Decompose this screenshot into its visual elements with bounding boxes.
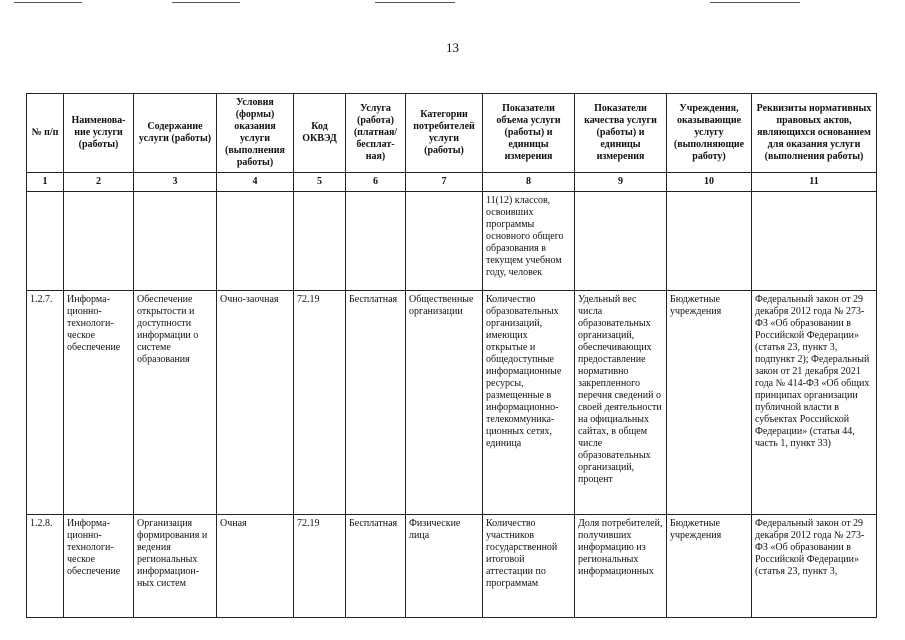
table-cell: Общественные организации <box>406 291 483 515</box>
header-cell: Показатели качества услуги (работы) и единицы измерения <box>575 94 667 173</box>
header-row <box>27 94 877 173</box>
page-number: 13 <box>446 40 459 55</box>
column-number-row <box>27 173 877 192</box>
column-number: 8 <box>483 173 575 192</box>
header-cell: Наименова-ние услуги (работы) <box>64 94 134 173</box>
table-cell: Информа-ционно-технологи-ческое обеспечение <box>64 515 134 618</box>
header-cell: Условия (формы) оказания услуги (выполнения работы) <box>217 94 294 173</box>
top-edge-lines <box>0 2 905 3</box>
column-number: 6 <box>346 173 406 192</box>
table-cell: Бесплатная <box>346 291 406 515</box>
table-cell: Информа-ционно-технологи-ческое обеспечение <box>64 291 134 515</box>
table-cell: 72.19 <box>294 515 346 618</box>
column-number: 9 <box>575 173 667 192</box>
column-number: 4 <box>217 173 294 192</box>
table-cell: Федеральный закон от 29 декабря 2012 года № 273-ФЗ «Об образовании в Российской Федерации» (статья 23, пункт 3, подпункт 2); Федеральный закон от 21 декабря 2021 года № 414-ФЗ «Об общих принципах организации публичной власти в субъектах Российской Федерации» (статья 44, часть 1, пункт 33) <box>752 291 877 515</box>
header-cell: № п/п <box>27 94 64 173</box>
table-cell: 1.2.7. <box>27 291 64 515</box>
column-number: 2 <box>64 173 134 192</box>
header-cell: Реквизиты нормативных правовых актов, являющихся основанием для оказания услуги (выполнения работы) <box>752 94 877 173</box>
table-cell: Удельный вес числа образовательных организаций, обеспечивающих предоставление нормативно закрепленного перечня сведений о своей деятельности на официальных сайтах, в общем числе образовательных организаций, процент <box>575 291 667 515</box>
table-row <box>27 515 877 618</box>
table-cell: Количество участников государственной итоговой аттестации по программам <box>483 515 575 618</box>
table-cell: Бюджетные учреждения <box>667 515 752 618</box>
header-cell: Категории потребителей услуги (работы) <box>406 94 483 173</box>
table-cell <box>752 192 877 291</box>
column-number: 5 <box>294 173 346 192</box>
table-cell: Бесплатная <box>346 515 406 618</box>
table-row <box>27 291 877 515</box>
table-cell: 1.2.8. <box>27 515 64 618</box>
table-cell <box>667 192 752 291</box>
table-cell: Количество образовательных организаций, имеющих открытые и общедоступные информационные ресурсы, размещенные в информационно-телекоммуника-ционных сетях, единица <box>483 291 575 515</box>
column-number: 3 <box>134 173 217 192</box>
header-cell: Содержание услуги (работы) <box>134 94 217 173</box>
header-cell: Показатели объема услуги (работы) и единицы измерения <box>483 94 575 173</box>
table-cell <box>134 192 217 291</box>
table-cell: Организация формирования и ведения региональных информацион-ных систем <box>134 515 217 618</box>
table-cell: Физические лица <box>406 515 483 618</box>
column-number: 10 <box>667 173 752 192</box>
table-cell: Очно-заочная <box>217 291 294 515</box>
table-cell: Обеспечение открытости и доступности информации о системе образования <box>134 291 217 515</box>
column-number: 7 <box>406 173 483 192</box>
header-cell: Учреждения, оказывающие услугу (выполняющие работу) <box>667 94 752 173</box>
table-cell <box>64 192 134 291</box>
table-cell <box>575 192 667 291</box>
table-cell <box>294 192 346 291</box>
table-cell: Доля потребителей, получивших информацию из региональных информационных <box>575 515 667 618</box>
header-cell: Услуга (работа) (платная/ бесплат-ная) <box>346 94 406 173</box>
table-cell: 72.19 <box>294 291 346 515</box>
table-cell <box>217 192 294 291</box>
table-cell: 11(12) классов, освоивших программы основного общего образования в текущем учебном году, человек <box>483 192 575 291</box>
table-cell <box>346 192 406 291</box>
table-cell: Бюджетные учреждения <box>667 291 752 515</box>
header-cell: Код ОКВЭД <box>294 94 346 173</box>
table-cell <box>27 192 64 291</box>
table-cell: Федеральный закон от 29 декабря 2012 года № 273-ФЗ «Об образовании в Российской Федерации» (статья 23, пункт 3, <box>752 515 877 618</box>
column-number: 1 <box>27 173 64 192</box>
table-cell: Очная <box>217 515 294 618</box>
column-number: 11 <box>752 173 877 192</box>
table-row <box>27 192 877 291</box>
table-cell <box>406 192 483 291</box>
services-table <box>26 93 877 618</box>
